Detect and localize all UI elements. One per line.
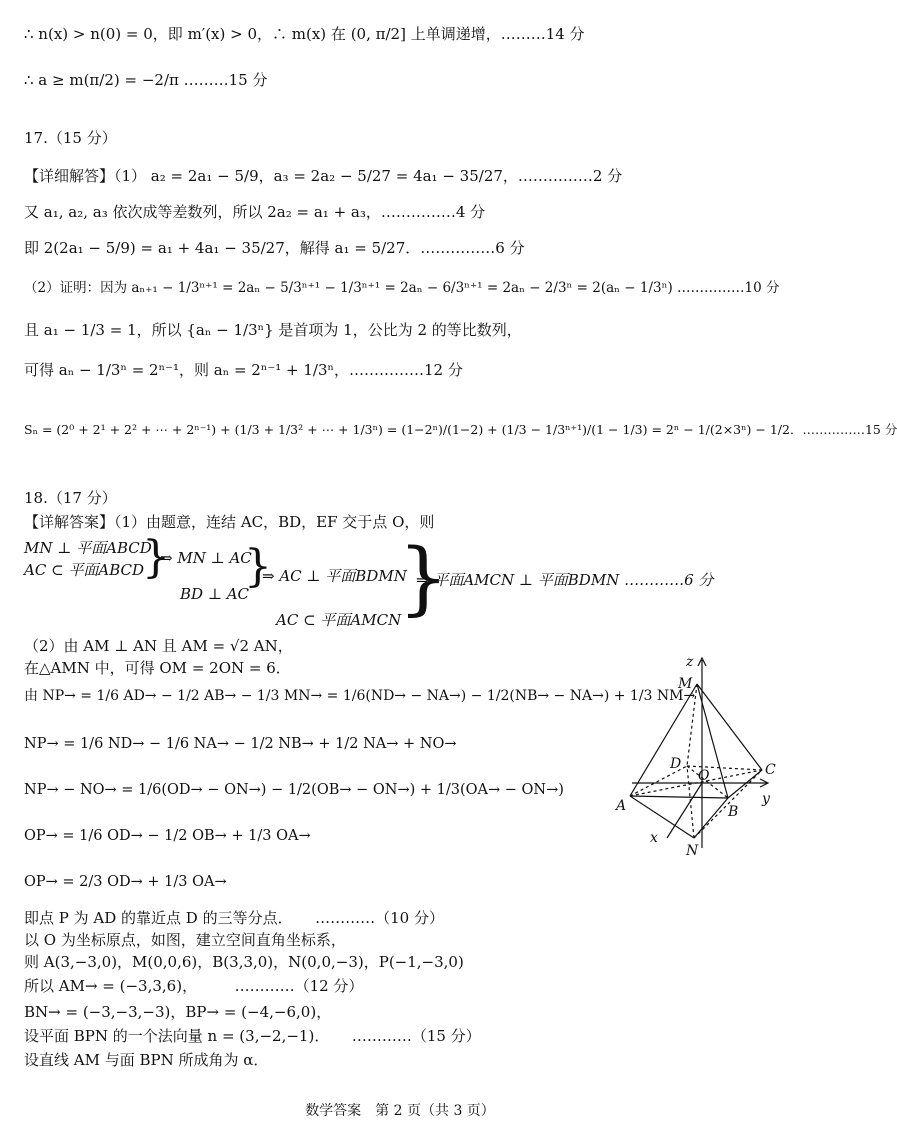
vector-equation: NP→ − NO→ = 1/6(OD→ − ON→) − 1/2(OB→ − ON→) + 1/3(OA→ − ON→) bbox=[24, 782, 564, 798]
solution-line: 设平面 BPN 的一个法向量 n = (3,−2,−1)． …………（15 分） bbox=[24, 1027, 481, 1045]
fig-label: C bbox=[765, 762, 776, 778]
fig-label: x bbox=[650, 830, 658, 846]
brace-right: } bbox=[244, 541, 272, 592]
solution-line: 即 2(2a₁ − 5/9) = a₁ + 4a₁ − 35/27，解得 a₁ = 5/27．……………6 分 bbox=[24, 239, 525, 257]
logic-premise: MN ⊥ 平面ABCD bbox=[24, 539, 152, 557]
logic-step: ⇒ MN ⊥ AC bbox=[160, 549, 252, 567]
brace-right: } bbox=[398, 531, 449, 624]
pyramid-figure bbox=[612, 648, 782, 860]
solution-line: 【详解答案】（1）由题意，连结 AC，BD，EF 交于点 O，则 bbox=[24, 513, 435, 531]
solution-line: 又 a₁, a₂, a₃ 依次成等差数列，所以 2a₂ = a₁ + a₃，……………4 分 bbox=[24, 203, 486, 221]
fig-label: A bbox=[616, 798, 627, 814]
fig-label: z bbox=[686, 654, 694, 670]
vector-equation: OP→ = 1/6 OD→ − 1/2 OB→ + 1/3 OA→ bbox=[24, 828, 311, 844]
logic-step: ⇒ AC ⊥ 平面BDMN bbox=[262, 567, 407, 585]
logic-premise: AC ⊂ 平面AMCN bbox=[276, 611, 402, 629]
solution-line: （2）由 AM ⊥ AN 且 AM = √2 AN， bbox=[24, 637, 293, 655]
vector-equation: OP→ = 2/3 OD→ + 1/3 OA→ bbox=[24, 874, 227, 890]
solution-line: BN→ = (−3,−3,−3)，BP→ = (−4,−6,0)， bbox=[24, 1003, 332, 1021]
fig-label: B bbox=[728, 804, 739, 820]
logic-premise: AC ⊂ 平面ABCD bbox=[24, 561, 145, 579]
solution-line: 则 A(3,−3,0)，M(0,0,6)，B(3,3,0)，N(0,0,−3)，P(−1,−3,0) bbox=[24, 953, 464, 971]
vector-equation: 由 NP→ = 1/6 AD→ − 1/2 AB→ − 1/3 MN→ = 1/6(ND→ − NA→) − 1/2(NB→ − NA→) + 1/3 NM→ bbox=[24, 688, 696, 704]
solution-line: 即点 P 为 AD 的靠近点 D 的三等分点． …………（10 分） bbox=[24, 909, 444, 927]
fig-label: M bbox=[678, 676, 693, 692]
solution-line: 设直线 AM 与面 BPN 所成角为 α． bbox=[24, 1051, 269, 1069]
problem-heading: 17.（15 分） bbox=[24, 129, 117, 147]
solution-line: 且 a₁ − 1/3 = 1，所以 {aₙ − 1/3ⁿ} 是首项为 1，公比为 2 的等比数列， bbox=[24, 321, 522, 339]
solution-line: 以 O 为坐标原点，如图，建立空间直角坐标系， bbox=[24, 931, 346, 949]
logic-conclusion: ⇒ 平面AMCN ⊥ 平面BDMN …………6 分 bbox=[416, 571, 714, 589]
brace-right: } bbox=[142, 532, 170, 583]
solution-line: 可得 aₙ − 1/3ⁿ = 2ⁿ⁻¹，则 aₙ = 2ⁿ⁻¹ + 1/3ⁿ，……………12 分 bbox=[24, 361, 463, 379]
fig-label: N bbox=[686, 843, 699, 859]
fig-label: O bbox=[698, 768, 710, 784]
fig-label: y bbox=[762, 791, 770, 807]
solution-line: Sₙ = (2⁰ + 2¹ + 2² + ⋯ + 2ⁿ⁻¹) + (1/3 + 1/3² + ⋯ + 1/3ⁿ) = (1−2ⁿ)/(1−2) + (1/3 − 1/3ⁿ⁺¹)/(1 − 1/3) = 2ⁿ − 1/(2×3ⁿ) − 1/2．……………15 分 bbox=[24, 422, 897, 437]
problem-heading: 18.（17 分） bbox=[24, 489, 117, 507]
proof-line: ∴ n(x) > n(0) = 0，即 m′(x) > 0，∴ m(x) 在 (0, π/2] 上单调递增，………14 分 bbox=[24, 25, 585, 43]
logic-premise: BD ⊥ AC bbox=[180, 585, 250, 603]
vector-equation: NP→ = 1/6 ND→ − 1/6 NA→ − 1/2 NB→ + 1/2 NA→ + NO→ bbox=[24, 736, 457, 752]
solution-line: （2）证明：因为 aₙ₊₁ − 1/3ⁿ⁺¹ = 2aₙ − 5/3ⁿ⁺¹ − 1/3ⁿ⁺¹ = 2aₙ − 6/3ⁿ⁺¹ = 2aₙ − 2/3ⁿ = 2(aₙ − 1/3ⁿ) ……………10 分 bbox=[24, 280, 780, 296]
proof-line: ∴ a ≥ m(π/2) = −2/π ………15 分 bbox=[24, 71, 268, 89]
solution-line: 在△AMN 中，可得 OM = 2ON = 6． bbox=[24, 659, 291, 677]
solution-line: 所以 AM→ = (−3,3,6)， …………（12 分） bbox=[24, 977, 364, 995]
fig-label: D bbox=[670, 756, 682, 772]
page-footer: 数学答案 第 2 页（共 3 页） bbox=[305, 1103, 495, 1119]
solution-line: 【详细解答】（1） a₂ = 2a₁ − 5/9，a₃ = 2a₂ − 5/27 = 4a₁ − 35/27，……………2 分 bbox=[24, 167, 623, 185]
